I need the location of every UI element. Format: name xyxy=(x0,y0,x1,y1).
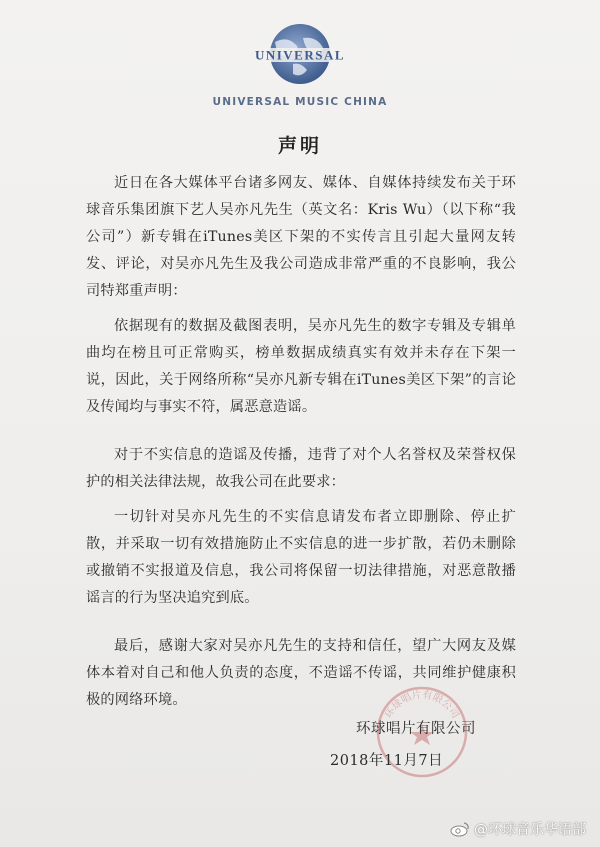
watermark-text: @环球音乐华语部 xyxy=(474,822,586,838)
weibo-icon xyxy=(450,821,470,837)
paragraph-intro: 近日在各大媒体平台诸多网友、媒体、自媒体持续发布关于环球音乐集团旗下艺人吴亦凡先生（英文名：Kris Wu）（以下称“我公司”）新专辑在iTunes美区下架的不实传言且引起大量网友转发、评论，对吴亦凡先生及我公司造成非常严重的不良影响，我公司特郑重声明： xyxy=(86,175,516,299)
svg-text:环球唱片有限公司 xyxy=(383,688,462,721)
weibo-watermark xyxy=(450,819,586,839)
document-title: 声明 xyxy=(277,135,322,157)
seal-text: 环球唱片有限公司 xyxy=(383,689,461,721)
paragraph-evidence: 依据现有的数据及截图表明，吴亦凡先生的数字专辑及专辑单曲均在榜且可正常购买，榜单数据成绩真实有效并未存在下架一说，因此，关于网络所称“吴亦凡新专辑在iTunes美区下架”的言论及传闻均与事实不符，属恶意造谣。 xyxy=(86,318,516,415)
paragraph-demands: 一切针对吴亦凡先生的不实信息请发布者立即删除、停止扩散，并采取一切有效措施防止不实信息的进一步扩散，若仍未删除或撤销不实报道及信息，我公司将保留一切法律措施，对恶意散播谣言的行为坚决追究到底。 xyxy=(86,509,516,606)
universal-logo xyxy=(0,14,600,108)
logo-subtitle: UNIVERSAL MUSIC CHINA xyxy=(212,96,388,108)
logo-wordmark: UNIVERSAL xyxy=(254,47,346,63)
signature-company: 环球唱片有限公司 xyxy=(356,721,476,737)
globe-icon xyxy=(235,14,365,94)
signature-date: 2018年11月7日 xyxy=(330,753,444,769)
paragraph-legal: 对于不实信息的造谣及传播，违背了对个人名誉权及荣誉权保护的相关法律法规，故我公司在此要求： xyxy=(86,447,516,490)
paragraph-closing: 最后，感谢大家对吴亦凡先生的支持和信任，望广大网友及媒体本着对自己和他人负责的态度，不造谣不传谣，共同维护健康积极的网络环境。 xyxy=(86,638,516,708)
